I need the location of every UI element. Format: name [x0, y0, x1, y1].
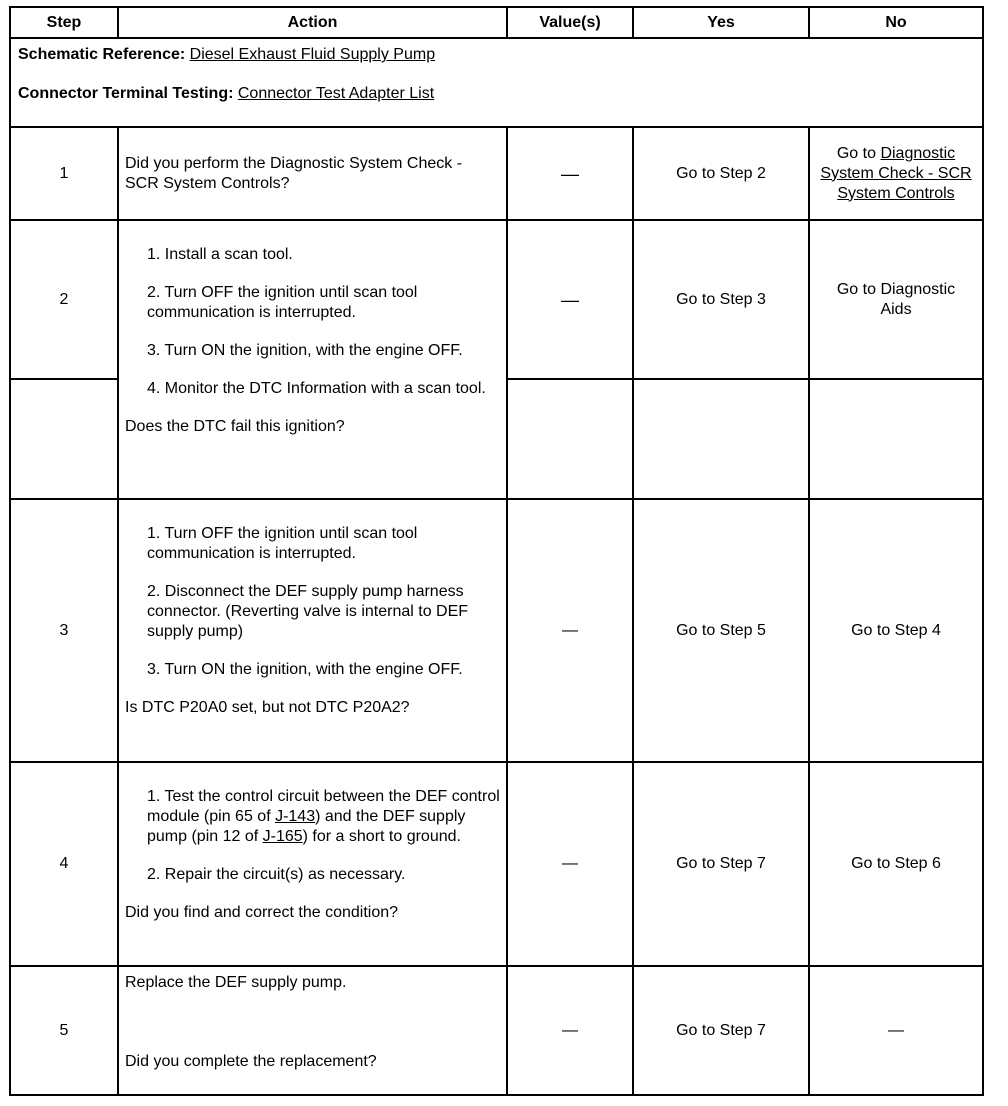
connector-terminal-testing — [18, 84, 978, 104]
step-2-question: Does the DTC fail this ignition? — [125, 418, 345, 435]
step-2-yes-text: Go to Step 3 — [676, 290, 766, 308]
header-action — [118, 7, 507, 38]
header-yes — [633, 7, 809, 38]
step-4-number — [10, 762, 118, 966]
step-5-value — [507, 966, 633, 1095]
step-3-value — [507, 499, 633, 762]
step-5-value-text: — — [562, 1021, 578, 1039]
step-3-question: Is DTC P20A0 set, but not DTC P20A2? — [125, 699, 410, 716]
step-4-yes-text: Go to Step 7 — [676, 855, 766, 872]
step-3-value-text: — — [562, 621, 578, 639]
step-2-label: 2 — [59, 290, 69, 308]
step-5-action — [125, 973, 500, 993]
header-no — [809, 7, 983, 38]
step-4-item-text: ) and the DEF supply pump (pin 12 of — [147, 808, 466, 845]
step-5-no-text: — — [888, 1021, 904, 1039]
step-4-no-text: Go to Step 6 — [851, 855, 941, 872]
step-5-number — [10, 966, 118, 1095]
step-2-no — [830, 220, 962, 379]
step-1-action — [125, 154, 500, 194]
step-5-yes — [633, 966, 809, 1095]
step-2-number — [10, 220, 118, 379]
step-1-question: Did you perform the Diagnostic System Check - SCR System Controls? — [125, 155, 463, 192]
step-2-no-text: Go to Diagnostic Aids — [836, 280, 956, 318]
step-3-no-text: Go to Step 4 — [851, 621, 941, 639]
step-2-item: 2. Turn OFF the ignition until scan tool communication is interrupted. — [147, 284, 418, 321]
step-4-value — [507, 762, 633, 966]
step-4-action — [125, 787, 500, 923]
step-2-list — [125, 245, 500, 399]
step-3-list — [125, 524, 500, 680]
step-3-item: 2. Disconnect the DEF supply pump harness connector. (Reverting valve is internal to DEF supply pump) — [147, 583, 469, 640]
step-2-value-text: — — [561, 289, 579, 310]
step-3-action — [125, 524, 500, 718]
header-action-label: Action — [287, 13, 338, 31]
connector-test-adapter-link[interactable]: Connector Test Adapter List — [237, 85, 435, 102]
connector-j143-link[interactable]: J-143 — [275, 808, 316, 825]
step-1-no — [820, 127, 972, 220]
step-1-label: 1 — [59, 164, 69, 182]
step-4-item-text: ) for a short to ground. — [302, 828, 461, 845]
connector-terminal-testing-label: Connector Terminal Testing: — [18, 85, 234, 102]
step-1-value-text: — — [561, 163, 579, 184]
step-4-question: Did you find and correct the condition? — [125, 904, 399, 921]
step-1-no-link[interactable]: Diagnostic System Check - SCR System Controls — [820, 144, 972, 202]
step-2-action — [125, 245, 500, 437]
step-2-item: 4. Monitor the DTC Information with a scan tool. — [147, 380, 486, 397]
step-4-value-text: — — [562, 855, 578, 872]
step-1-yes-text: Go to Step 2 — [676, 164, 766, 182]
step-5-question-cell — [125, 1052, 500, 1072]
step-3-item: 3. Turn ON the ignition, with the engine OFF. — [147, 661, 463, 678]
step-3-no — [809, 499, 983, 762]
step-3-label: 3 — [59, 621, 69, 639]
header-step — [10, 7, 118, 38]
step-1-number — [10, 127, 118, 220]
step-2-item: 1. Install a scan tool. — [147, 246, 293, 263]
step-4-item — [125, 787, 500, 847]
schematic-reference-label: Schematic Reference: — [18, 46, 186, 63]
schematic-reference-link[interactable]: Diesel Exhaust Fluid Supply Pump — [189, 46, 436, 63]
header-yes-label: Yes — [707, 13, 735, 31]
step-2-item: 3. Turn ON the ignition, with the engine OFF. — [147, 342, 463, 359]
header-no-label: No — [885, 13, 907, 31]
step-4-item-text: 1. Test the control circuit between the DEF control module (pin 65 of — [147, 788, 500, 825]
step-2-yes — [633, 220, 809, 379]
connector-j165-link[interactable]: J-165 — [262, 828, 303, 845]
schematic-reference — [18, 45, 978, 65]
step-1-yes — [633, 127, 809, 220]
step-4-label: 4 — [59, 855, 69, 872]
step-4-no — [809, 762, 983, 966]
step-2-value — [507, 220, 633, 379]
header-step-label: Step — [46, 13, 82, 31]
step-1-value — [507, 127, 633, 220]
step-4-yes — [633, 762, 809, 966]
step-5-no — [809, 966, 983, 1095]
header-values — [507, 7, 633, 38]
step-1-no-prefix: Go to — [836, 144, 881, 162]
step-3-yes-text: Go to Step 5 — [676, 621, 766, 639]
step-5-label: 5 — [59, 1021, 69, 1039]
step-3-yes — [633, 499, 809, 762]
step-5-action-text: Replace the DEF supply pump. — [125, 974, 347, 991]
step-3-item: 1. Turn OFF the ignition until scan tool communication is interrupted. — [147, 525, 418, 562]
step-5-question: Did you complete the replacement? — [125, 1053, 377, 1070]
header-values-label: Value(s) — [539, 13, 601, 31]
step-4-list — [125, 787, 500, 885]
step-4-item: 2. Repair the circuit(s) as necessary. — [147, 866, 406, 883]
step-5-yes-text: Go to Step 7 — [676, 1021, 766, 1039]
step-3-number — [10, 499, 118, 762]
